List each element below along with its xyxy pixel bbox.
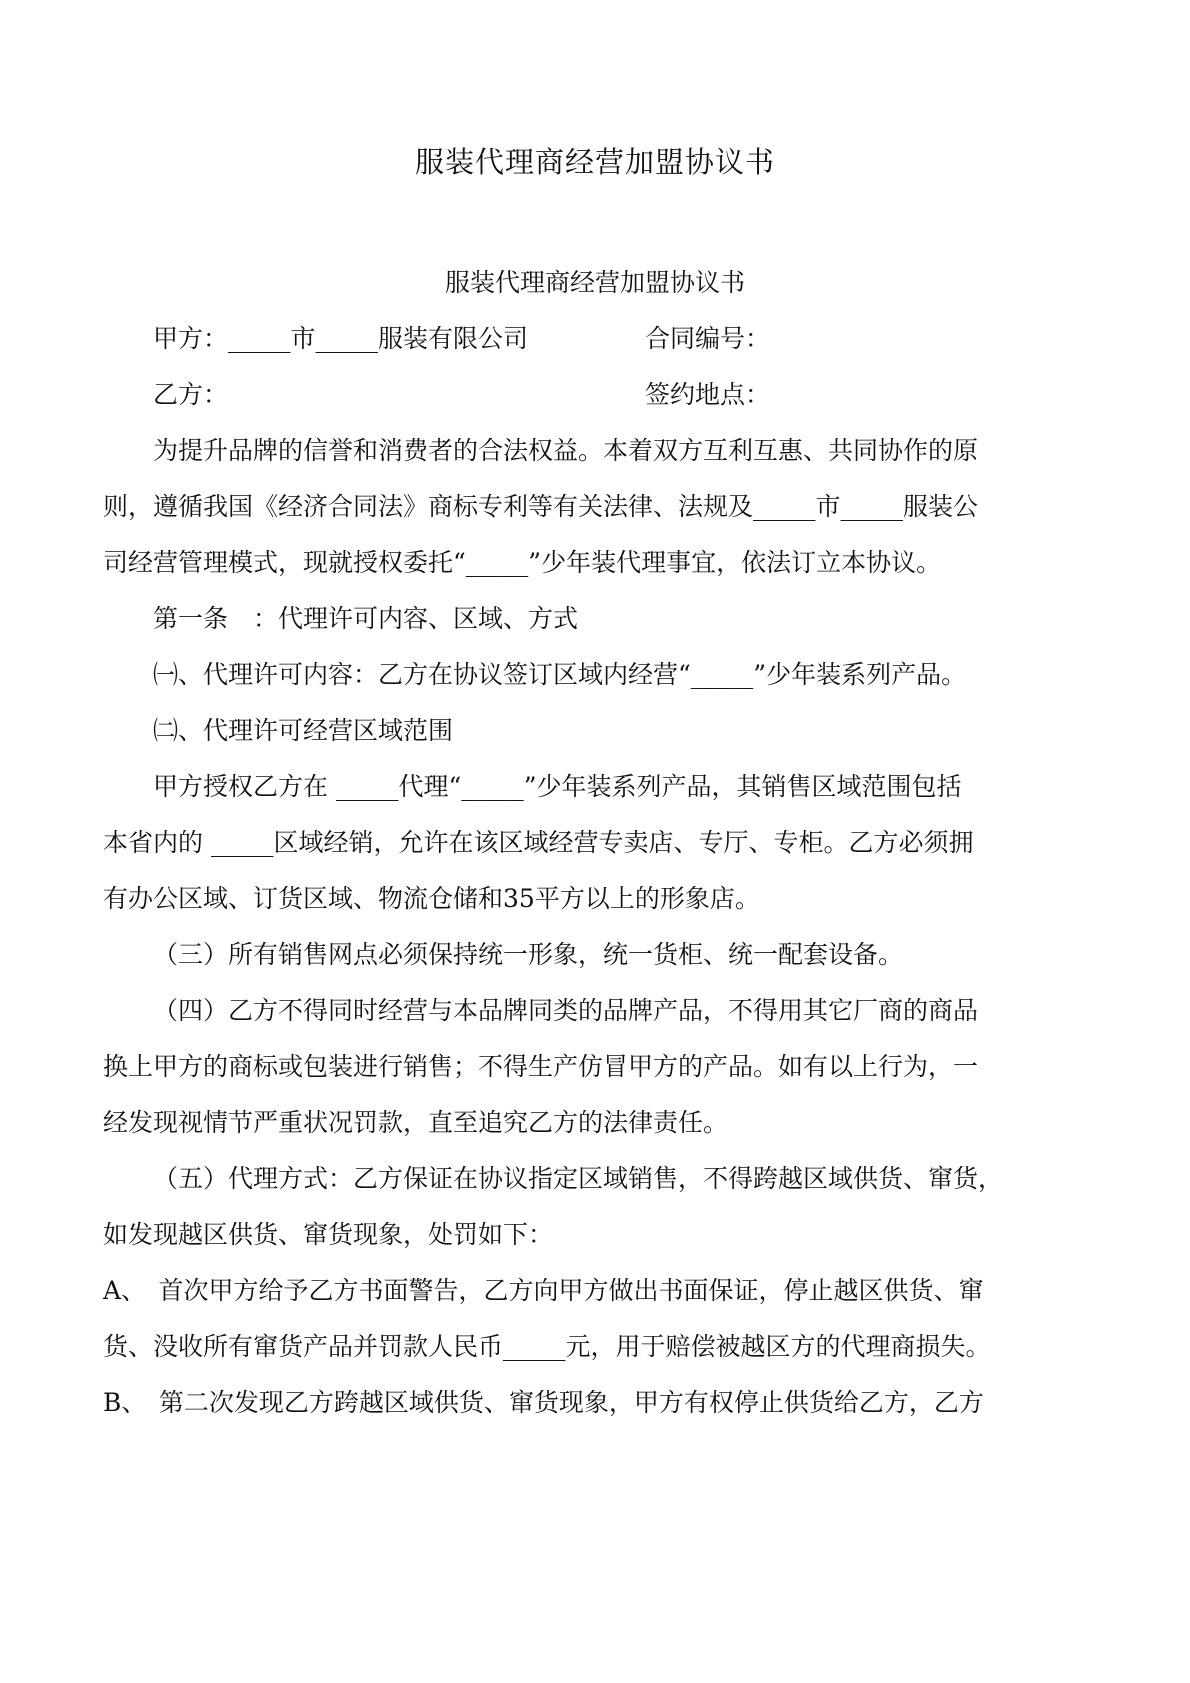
penalty-a-line-2: 货、没收所有窜货产品并罚款人民币_____元，用于赔偿被越区方的代理商损失。 (103, 1332, 991, 1361)
penalty-b-line-1: B、 第二次发现乙方跨越区域供货、窜货现象，甲方有权停止供货给乙方，乙方 (103, 1388, 984, 1417)
document-subtitle: 服装代理商经营加盟协议书 (444, 268, 745, 297)
party-b-line: 乙方： (153, 380, 229, 409)
clause-1-2-line-1: 甲方授权乙方在 _____代理“_____”少年装系列产品，其销售区域范围包括 (153, 772, 962, 801)
clause-1-5-line-1: （五）代理方式：乙方保证在协议指定区域销售，不得跨越区域供货、窜货， (153, 1164, 1004, 1193)
clause-1-4-line-1: （四）乙方不得同时经营与本品牌同类的品牌产品，不得用其它厂商的商品 (153, 996, 979, 1025)
article-1-heading: 第一条 ：代理许可内容、区域、方式 (153, 604, 579, 633)
clause-1-2-line-3: 有办公区域、订货区域、物流仓储和35平方以上的形象店。 (103, 884, 760, 913)
preamble-line-3: 司经营管理模式，现就授权委托“_____”少年装代理事宜，依法订立本协议。 (103, 548, 942, 577)
signing-place-label: 签约地点： (645, 380, 771, 409)
contract-number-label: 合同编号： (645, 324, 771, 353)
clause-1-4-line-3: 经发现视情节严重状况罚款，直至追究乙方的法律责任。 (103, 1108, 729, 1137)
clause-1-2-heading: ㈡、代理许可经营区域范围 (153, 716, 454, 745)
document-title: 服装代理商经营加盟协议书 (414, 145, 775, 179)
preamble-line-2: 则，遵循我国《经济合同法》商标专利等有关法律、法规及_____市_____服装公 (103, 492, 979, 521)
clause-1-3: （三）所有销售网点必须保持统一形象，统一货柜、统一配套设备。 (153, 940, 904, 969)
clause-1-4-line-2: 换上甲方的商标或包装进行销售；不得生产仿冒甲方的产品。如有以上行为，一 (103, 1052, 979, 1081)
clause-1-2-line-2: 本省内的 _____区域经销，允许在该区域经营专卖店、专厅、专柜。乙方必须拥 (103, 828, 974, 857)
preamble-line-1: 为提升品牌的信誉和消费者的合法权益。本着双方互利互惠、共同协作的原 (153, 436, 979, 465)
penalty-a-line-1: A、 首次甲方给予乙方书面警告，乙方向甲方做出书面保证，停止越区供货、窜 (103, 1276, 984, 1305)
clause-1-5-line-2: 如发现越区供货、窜货现象，处罚如下： (103, 1220, 554, 1249)
party-a-line: 甲方：_____市_____服装有限公司 (153, 324, 529, 353)
clause-1-1: ㈠、代理许可内容：乙方在协议签订区域内经营“_____”少年装系列产品。 (153, 660, 967, 689)
